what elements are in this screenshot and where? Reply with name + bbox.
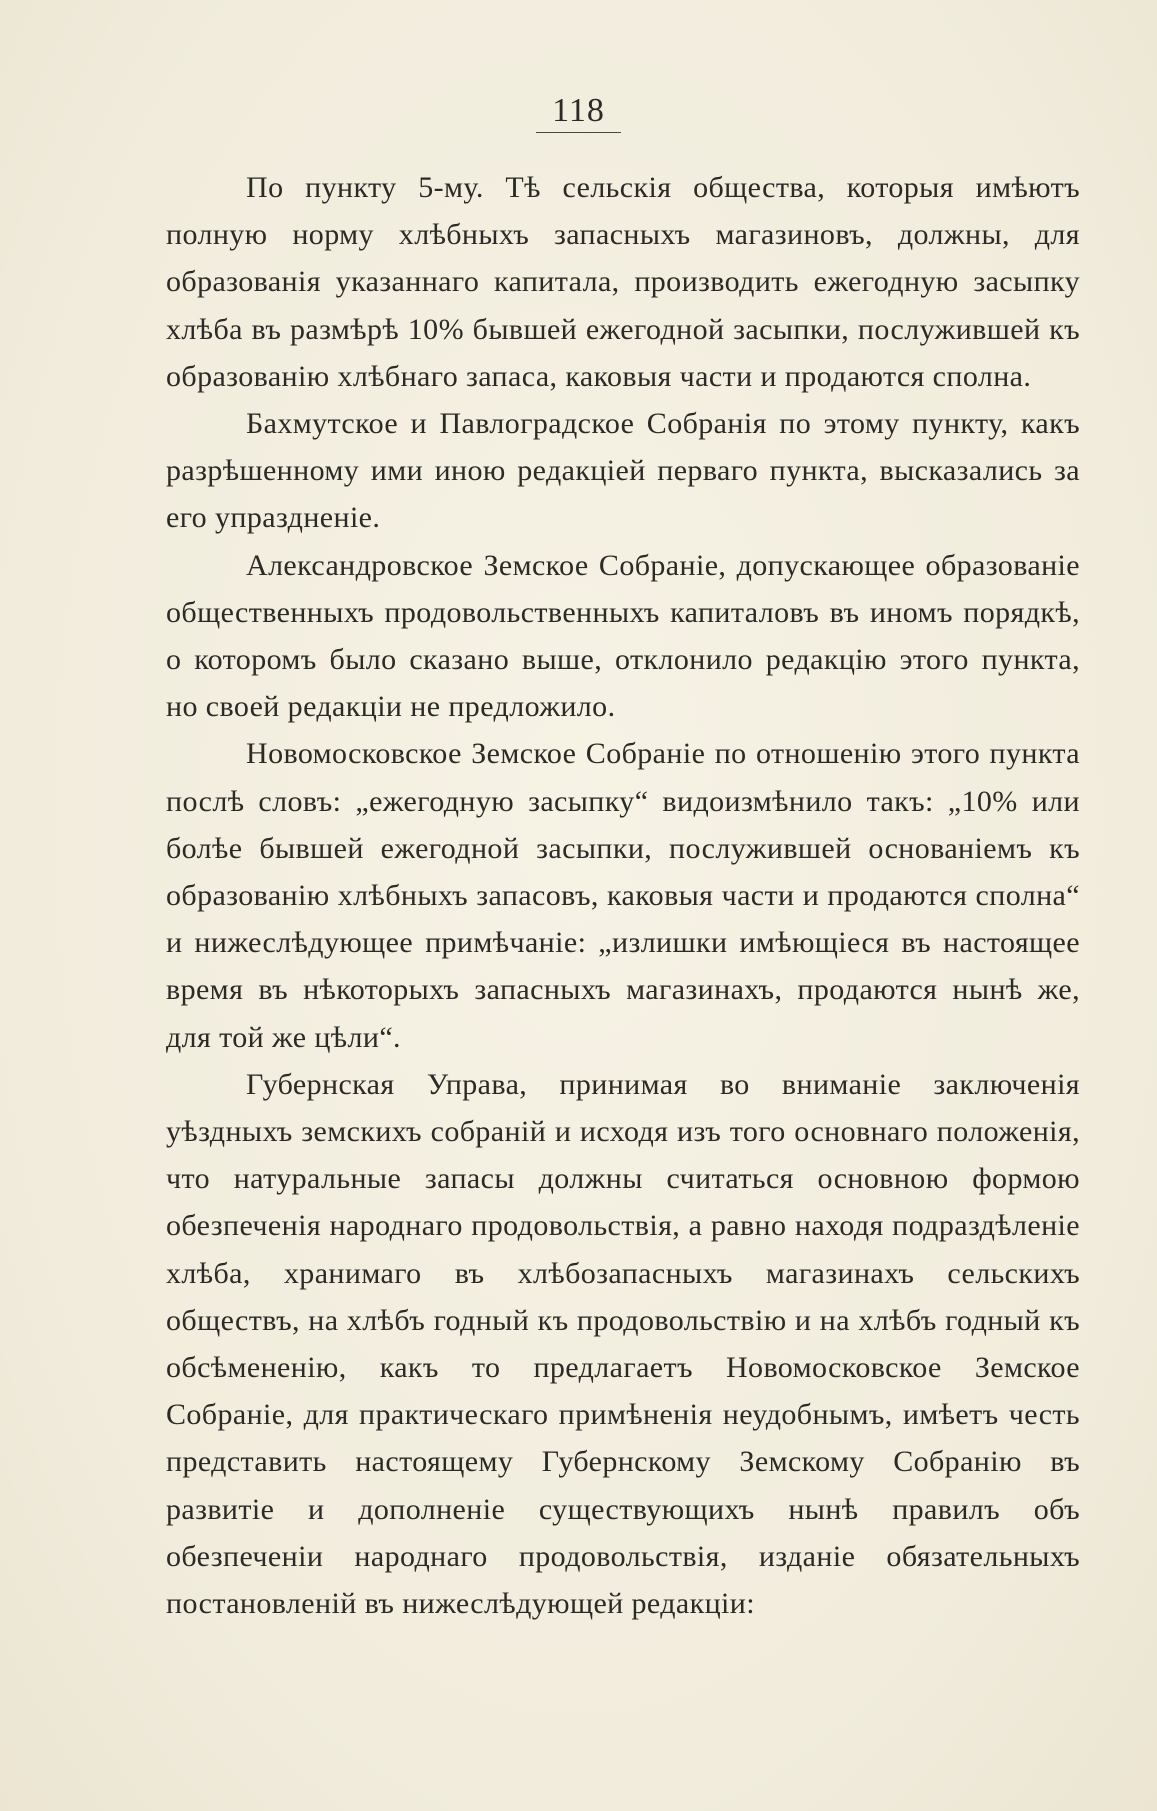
paragraph-bakhmut-pavlograd: Бахмутское и Павлоградское Собранія по этому пункту, какъ разрѣшенному ими иною редакціей перваго пункта, высказались за его упраздненіе. [166,407,1080,535]
page-number: 118 [536,92,621,133]
paragraph-point-5: По пункту 5-му. Тѣ сельскія общества, которыя имѣютъ полную норму хлѣбныхъ запасныхъ магазиновъ, должны, для образованія указаннаго капитала, производить ежегодную засыпку хлѣба въ размѣрѣ 10% бывшей ежегодной засыпки, послужившей къ образованію хлѣбнаго запаса, каковыя части и продаются сполна. [166,171,1080,393]
paragraph-novomoskovsk: Новомосковское Земское Собраніе по отношенію этого пункта послѣ словъ: „ежегодную засыпку“ видоизмѣнило такъ: „10% или болѣе бывшей ежегодной засыпки, послужившей основаніемъ къ образованію хлѣбныхъ запасовъ, каковыя части и продаются сполна“ и нижеслѣдующее примѣчаніе: „излишки имѣющіеся въ настоящее время въ нѣкоторыхъ запасныхъ магазинахъ, продаются нынѣ же, для той же цѣли“. [166,737,1080,1054]
paragraph-gubernskaya-uprava: Губернская Управа, принимая во вниманіе заключенія уѣздныхъ земскихъ собраній и исходя изъ того основнаго положенія, что натуральные запасы должны считаться основною формою обезпеченія народнаго продовольствія, а равно находя подраздѣленіе хлѣба, хранимаго въ хлѣбозапасныхъ магазинахъ сельскихъ обществъ, на хлѣбъ годный къ продовольствію и на хлѣбъ годный къ обсѣмененію, какъ то предлагаетъ Новомосковское Земское Собраніе, для практическаго примѣненія неудобнымъ, имѣетъ честь представить настоящему Губернскому Земскому Собранію въ развитіе и дополненіе существующихъ нынѣ правилъ объ обезпеченіи народнаго продовольствія, изданіе обязательныхъ постановленій въ нижеслѣдующей редакціи: [166,1067,1080,1621]
page-header [0,92,1157,133]
text-body [166,164,1080,1627]
paragraph-aleksandrovsk: Александровское Земское Собраніе, допускающее образованіе общественныхъ продовольственныхъ капиталовъ въ иномъ порядкѣ, о которомъ было сказано выше, отклонило редакцію этого пункта, но своей редакціи не предложило. [166,548,1080,724]
